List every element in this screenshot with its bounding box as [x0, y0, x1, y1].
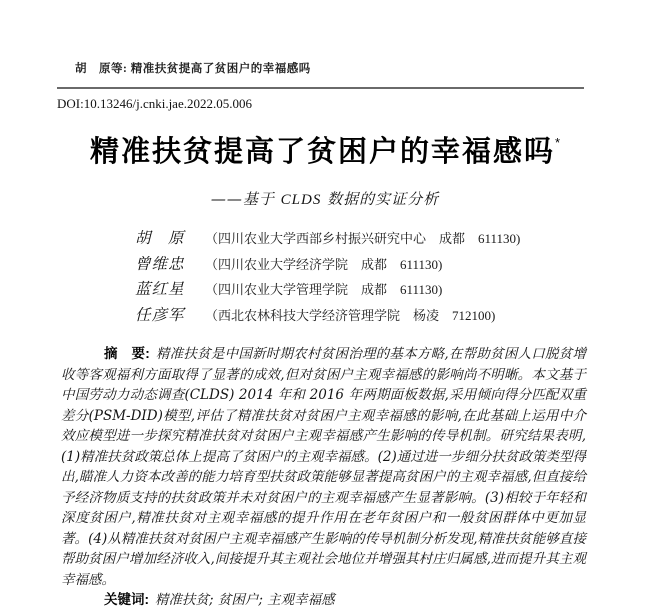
title-footnote-marker: * [554, 135, 561, 150]
abstract-text: 精准扶贫是中国新时期农村贫困治理的基本方略,在帮助贫困人口脱贫增收等客观福利方面取得了显著的成效,但对贫困户主观幸福感的影响尚不明晰。本文基于中国劳动力动态调查(CLDS) 2014 年和 2016 年两期面板数据,采用倾向得分匹配双重差分(PSM-DID)模型,评估了精准扶贫对贫困户主观幸福感的影响,在此基础上运用中介效应模型进一步探究精准扶贫对贫困户主观幸福感产生影响的传导机制。研究结果表明,(1)精准扶贫政策总体上提高了贫困户的主观幸福感。(2)通过进一步细分扶贫政策类型得出,瞄准人力资本改善的能力培育型扶贫政策能够显著提高贫困户的主观幸福感,但直接给予经济物质支持的扶贫政策并未对贫困户的主观幸福感产生显著影响。(3)相较于年轻和深度贫困户,精准扶贫对主观幸福感的提升作用在老年贫困户和一般贫困群体中更加显著。(4)从精准扶贫对贫困户主观幸福感产生影响的传导机制分析发现,精准扶贫能够直接帮助贫困户增加经济收入,间接提升其主观社会地位并增强其村庄归属感,进而提升其主观幸福感。 [61, 346, 586, 588]
running-header: 胡 原等: 精准扶贫提高了贫困户的幸福感吗 [75, 63, 311, 75]
author-row [135, 303, 520, 329]
article-title [0, 136, 650, 169]
article-title-text: 精准扶贫提高了贫困户的幸福感吗 [89, 136, 555, 168]
keywords-label: 关键词: [104, 592, 149, 607]
author-row [135, 226, 520, 252]
author-name: 曾维忠 [135, 254, 185, 273]
keywords-line [61, 590, 586, 610]
abstract-section [61, 344, 586, 610]
author-affiliation: （西北农林科技大学经济管理学院 杨凌 712100) [205, 307, 496, 323]
author-affiliation: （四川农业大学管理学院 成都 611130) [205, 282, 443, 297]
subtitle-prefix: ——基于 [210, 190, 281, 208]
abstract-label: 摘 要: [104, 346, 150, 361]
author-list [135, 226, 520, 328]
author-row [135, 252, 520, 278]
author-affiliation: （四川农业大学西部乡村振兴研究中心 成都 611130) [205, 231, 521, 246]
subtitle-suffix: 数据的实证分析 [321, 190, 440, 208]
doi-text: DOI:10.13246/j.cnki.jae.2022.05.006 [57, 96, 252, 111]
subtitle-acronym: CLDS [280, 192, 322, 208]
keywords-text: 精准扶贫; 贫困户; 主观幸福感 [155, 592, 335, 608]
author-name: 蓝红星 [135, 280, 185, 298]
author-row [135, 277, 520, 303]
author-affiliation: （四川农业大学经济学院 成都 611130) [205, 256, 443, 272]
header-rule-divider [57, 87, 584, 89]
abstract-paragraph [61, 344, 586, 590]
author-name: 胡 原 [135, 229, 185, 247]
article-subtitle [0, 188, 650, 209]
author-name: 任彦军 [135, 305, 185, 324]
